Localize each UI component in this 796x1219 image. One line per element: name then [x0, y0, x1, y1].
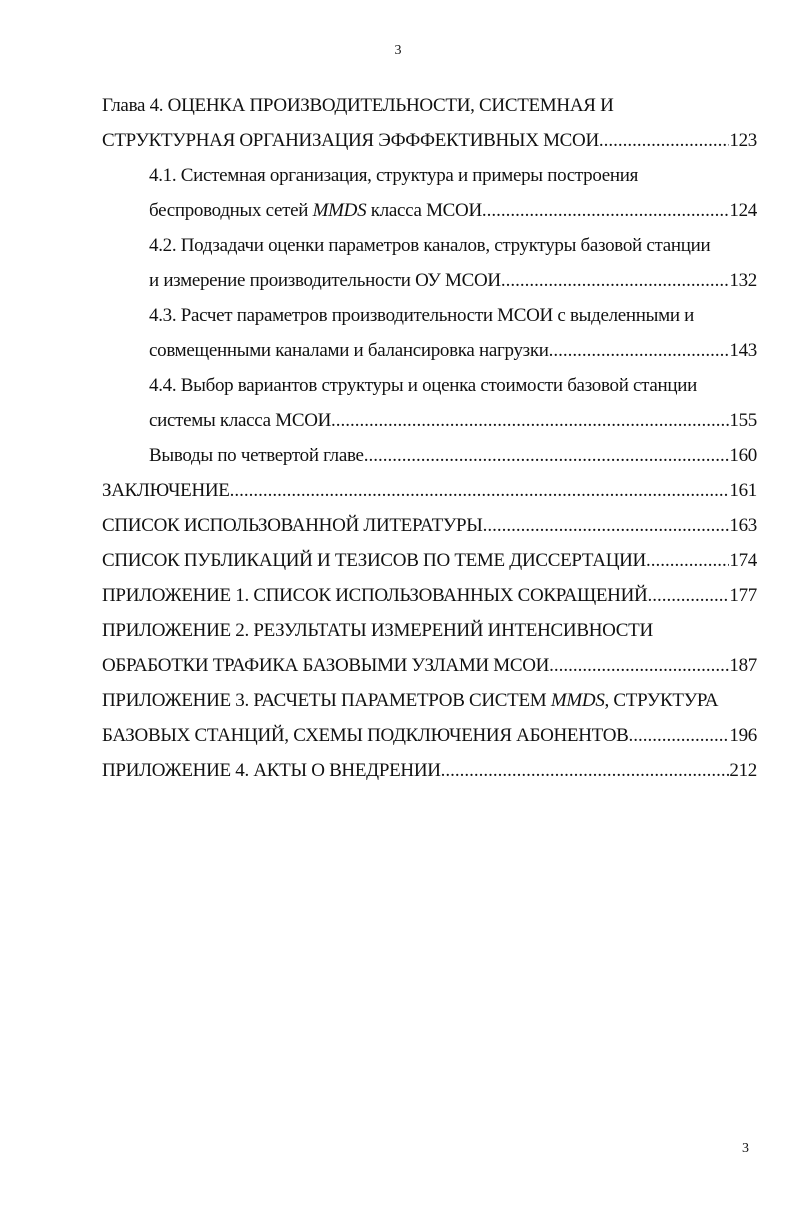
toc-entry-text: 4.1. Системная организация, структура и примеры построения	[149, 165, 639, 186]
toc-entry-text: СПИСОК ПУБЛИКАЦИЙ И ТЕЗИСОВ ПО ТЕМЕ ДИССЕРТАЦИИ	[102, 550, 646, 571]
toc-page-number: 196	[729, 725, 757, 746]
toc-page-number: 177	[729, 585, 757, 606]
dot-leader	[331, 403, 729, 438]
toc-entry-chapter-4-conclusions	[102, 438, 757, 473]
toc-entry-text: ЗАКЛЮЧЕНИЕ	[102, 480, 230, 501]
toc-entry-text: ПРИЛОЖЕНИЕ 4. АКТЫ О ВНЕДРЕНИИ	[102, 760, 441, 781]
toc-entry-appendix-4	[102, 753, 757, 788]
toc-entry-section-4-2	[102, 228, 757, 298]
toc-entry-appendix-3	[102, 683, 757, 753]
dot-leader	[501, 263, 730, 298]
mmds-term: MMDS	[312, 200, 367, 221]
dot-leader	[549, 648, 729, 683]
toc-entry-text: СПИСОК ИСПОЛЬЗОВАННОЙ ЛИТЕРАТУРЫ	[102, 515, 483, 536]
toc-entry-chapter-4	[102, 88, 757, 158]
toc-entry-text: 4.3. Расчет параметров производительности МСОИ с выделенными и	[149, 305, 695, 326]
toc-entry-appendix-1	[102, 578, 757, 613]
toc-page-number: 143	[729, 340, 757, 361]
toc-entry-section-4-4	[102, 368, 757, 438]
dot-leader	[441, 753, 730, 788]
toc-entry-section-4-3	[102, 298, 757, 368]
mmds-term: MMDS	[550, 690, 605, 711]
dot-leader	[364, 438, 730, 473]
toc-entry-conclusion	[102, 473, 757, 508]
dot-leader	[628, 718, 729, 753]
dot-leader	[482, 193, 729, 228]
toc-entry-appendix-2	[102, 613, 757, 683]
toc-entry-text: 4.2. Подзадачи оценки параметров каналов, структуры базовой станции	[149, 235, 711, 256]
toc-page-number: 163	[729, 515, 757, 536]
toc-entry-text: ПРИЛОЖЕНИЕ 1. СПИСОК ИСПОЛЬЗОВАННЫХ СОКРАЩЕНИЙ	[102, 585, 648, 606]
page-number-bottom: 3	[742, 1141, 749, 1156]
dot-leader	[549, 333, 730, 368]
toc-page-number: 124	[729, 200, 757, 221]
toc-entry-references	[102, 508, 757, 543]
toc-page-number: 161	[729, 480, 757, 501]
toc-page-number: 155	[729, 410, 757, 431]
toc-entry-text: БАЗОВЫХ СТАНЦИЙ, СХЕМЫ ПОДКЛЮЧЕНИЯ АБОНЕНТОВ	[102, 725, 629, 746]
toc-entry-text: беспроводных сетей MMDS класса МСОИ	[149, 200, 482, 221]
toc-page-number: 123	[729, 130, 757, 151]
dot-leader	[599, 123, 730, 158]
toc-entry-text: Выводы по четвертой главе	[149, 445, 364, 466]
dot-leader	[646, 543, 729, 578]
toc-entry-text: системы класса МСОИ	[149, 410, 332, 431]
toc-page-number: 132	[729, 270, 757, 291]
toc-entry-text: ПРИЛОЖЕНИЕ 2. РЕЗУЛЬТАТЫ ИЗМЕРЕНИЙ ИНТЕНСИВНОСТИ	[102, 620, 653, 641]
toc-entry-section-4-1	[102, 158, 757, 228]
table-of-contents	[102, 88, 757, 788]
dot-leader	[230, 473, 730, 508]
toc-page-number: 187	[729, 655, 757, 676]
toc-page-number: 160	[729, 445, 757, 466]
dot-leader	[647, 578, 729, 613]
page-number-top: 3	[394, 43, 402, 58]
toc-entry-text: совмещенными каналами и балансировка нагрузки	[149, 340, 549, 361]
toc-entry-text: СТРУКТУРНАЯ ОРГАНИЗАЦИЯ ЭФФФЕКТИВНЫХ МСОИ	[102, 130, 599, 151]
toc-entry-publications	[102, 543, 757, 578]
dot-leader	[483, 508, 730, 543]
toc-entry-text: ПРИЛОЖЕНИЕ 3. РАСЧЕТЫ ПАРАМЕТРОВ СИСТЕМ MMDS, СТРУКТУРА	[102, 690, 719, 711]
toc-entry-text: Глава 4. ОЦЕНКА ПРОИЗВОДИТЕЛЬНОСТИ, СИСТЕМНАЯ И	[102, 95, 614, 116]
toc-page-number: 212	[729, 760, 757, 781]
toc-entry-text: и измерение производительности ОУ МСОИ	[149, 270, 501, 291]
toc-entry-text: 4.4. Выбор вариантов структуры и оценка стоимости базовой станции	[149, 375, 698, 396]
toc-page-number: 174	[729, 550, 757, 571]
toc-entry-text: ОБРАБОТКИ ТРАФИКА БАЗОВЫМИ УЗЛАМИ МСОИ	[102, 655, 550, 676]
